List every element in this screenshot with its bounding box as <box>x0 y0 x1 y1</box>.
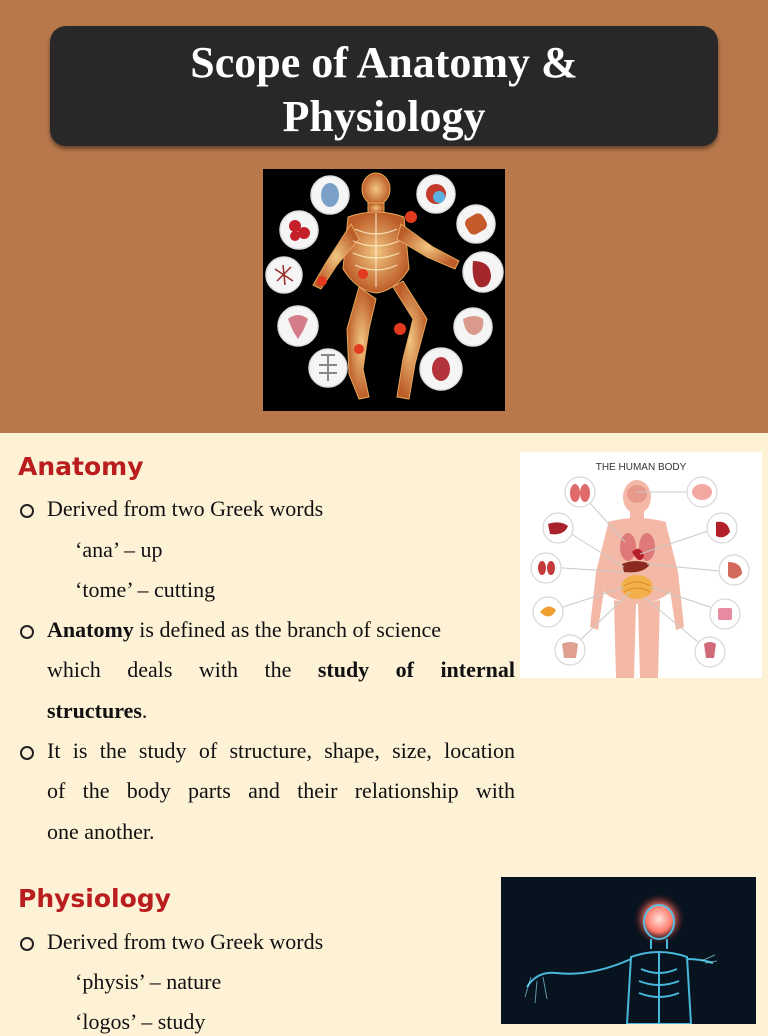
anatomy-bullet-3-line-3: one another. <box>47 819 155 844</box>
anatomy-bullet-2-line-1 <box>47 616 441 644</box>
anatomy-definition-bold-2: structures <box>47 698 142 723</box>
anatomy-definition-period: . <box>141 698 148 723</box>
diagram-title: THE HUMAN BODY <box>595 462 687 473</box>
glowing-body-illustration <box>501 877 756 1024</box>
bullet-icon <box>18 931 40 953</box>
bullet-icon <box>18 498 40 520</box>
physiology-image <box>501 877 756 1024</box>
title-box <box>50 26 718 146</box>
anatomy-term: Anatomy <box>47 617 134 642</box>
anatomy-bullet-3-line-2: of the body parts and their relationship with <box>47 778 515 803</box>
physiology-sub-2: ‘logos’ – study <box>75 1009 206 1034</box>
anatomy-hero-image <box>263 169 505 411</box>
physiology-bullet-1: Derived from two Greek words <box>47 929 324 954</box>
anatomy-bullet-1: Derived from two Greek words <box>47 496 324 521</box>
title-banner <box>0 0 768 433</box>
anatomy-definition-text-2: which deals with the <box>47 657 292 682</box>
anatomy-bullet-3-line-1: It is the study of structure, shape, size, location <box>47 738 515 763</box>
title-line-2: Physiology <box>282 92 486 141</box>
anatomy-sub-2: ‘tome’ – cutting <box>75 577 216 602</box>
page-title <box>50 36 718 144</box>
anatomy-definition-text: is defined as the branch of science <box>133 617 442 642</box>
anatomy-bullet-2-line-2 <box>47 656 515 684</box>
bullet-icon <box>18 619 40 641</box>
anatomy-sub-1: ‘ana’ – up <box>75 537 163 562</box>
bullet-icon <box>18 740 40 762</box>
body-organs-illustration <box>263 169 505 411</box>
physiology-heading: Physiology <box>18 884 171 913</box>
anatomy-definition-bold: study of internal <box>317 657 515 682</box>
human-body-diagram <box>520 452 762 678</box>
human-body-organs-diagram <box>520 452 762 678</box>
anatomy-heading: Anatomy <box>18 452 144 481</box>
title-line-1: Scope of Anatomy & <box>190 38 578 87</box>
physiology-sub-1: ‘physis’ – nature <box>75 969 222 994</box>
anatomy-bullet-2-line-3 <box>47 697 147 725</box>
